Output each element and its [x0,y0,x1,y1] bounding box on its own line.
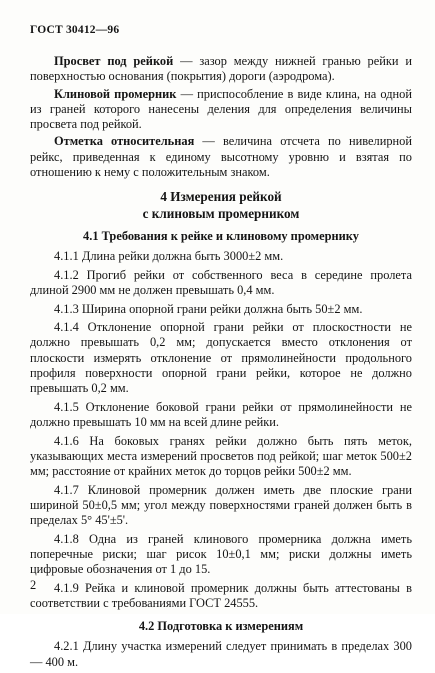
section-title-line1: 4 Измерения рейкой [160,189,282,205]
clause-paragraph: 4.1.1 Длина рейки должна быть 3000±2 мм. [54,249,284,264]
clause-paragraph: 4.1.9 Рейка и клиновой промерник должны быть аттестованы в соответствии с требованиями ГОСТ 24555. [30,580,412,611]
document-header: ГОСТ 30412—96 [30,24,120,36]
clause-paragraph: 4.1.7 Клиновой промерник должен иметь две плоские грани шириной 50±0,5 мм; угол между поверхностями граней должен быть в пределах 5° 45'±5'. [30,482,412,528]
section-title-line2: с клиновым промерником [142,205,300,221]
definition-text: — величина отсчета по нивелирной рейкс, приведенная к единому высотному уровню и взятая по отношению к нему с положительным знаком. [30,134,412,180]
document-body [30,54,412,673]
clause-paragraph: 4.1.3 Ширина опорной грани рейки должна быть 50±2 мм. [54,301,363,316]
subsection-title: 4.1 Требования к рейке и клиновому промернику [83,229,359,244]
definition-term: Просвет под рейкой [54,54,174,68]
clause-paragraph: 4.1.8 Одна из граней клинового промерника должна иметь поперечные риски; шаг рисок 10±0,1 мм; риски должны иметь цифровые обозначения от 1 до 15. [30,531,412,577]
section-title [30,189,412,222]
clause-paragraph: 4.2.1 Длину участка измерений следует принимать в пределах 300 — 400 м. [30,639,412,669]
definition-paragraph [30,134,412,180]
subsection-title: 4.2 Подготовка к измерениям [138,619,304,634]
clause-paragraph: 4.1.6 На боковых гранях рейки должно быть пять меток, указывающих места измерений просветов под рейкой; шаг меток 500±2 мм; расстояние от крайних меток до торцов рейки 500±2 мм. [30,433,412,479]
page-number: 2 [30,578,37,592]
definition-text: — зазор между нижней гранью рейки и поверхностью основания (покрытия) дороги (аэродрома). [30,54,412,84]
definition-text: — приспособление в виде клина, на одной из граней которого нанесены деления для определения величины просвета под рейкой. [30,86,412,132]
clause-paragraph: 4.1.4 Отклонение опорной грани рейки от плоскостности не должно превышать 0,2 мм; допускается вместо отклонения от плоскости измерять отклонение от прямолинейности продольного профиля поверхности опорной грани рейки, которое не должно превышать 0,2 мм. [30,320,412,396]
definition-term: Клиновой промерник [54,86,177,101]
definition-paragraph [30,54,412,85]
definition-paragraph [30,87,412,133]
clause-paragraph: 4.1.5 Отклонение боковой грани рейки от прямолинейности не должно превышать 10 мм на всей длине рейки. [30,399,412,430]
clause-paragraph: 4.1.2 Прогиб рейки от собственного веса в середине пролета длиной 2900 мм не должен превышать 0,4 мм. [30,267,412,298]
definition-term: Отметка относительная [54,134,195,149]
